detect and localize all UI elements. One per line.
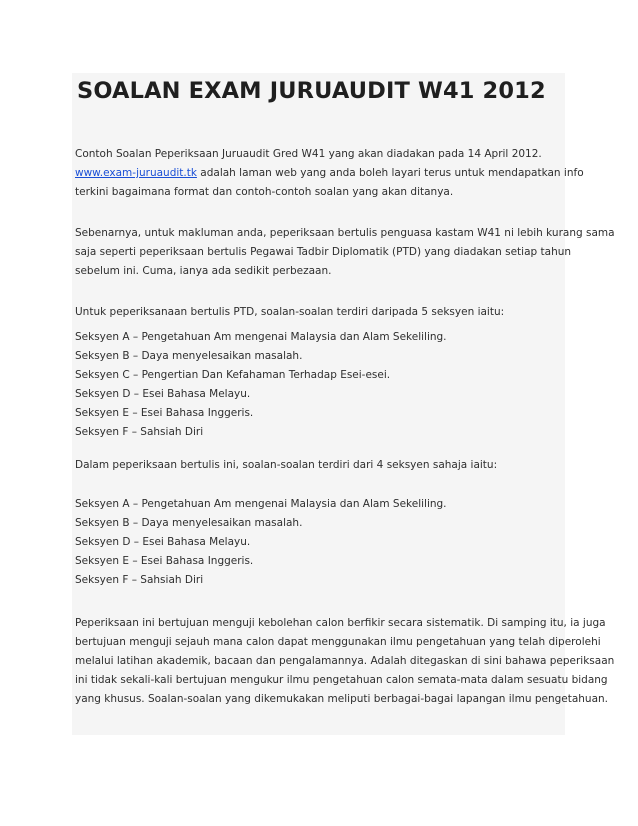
paragraph-line: sebelum ini. Cuma, ianya ada sedikit perbezaan. — [75, 265, 332, 277]
exam-intro-text: Dalam peperiksaan bertulis ini, soalan-soalan terdiri dari 4 seksyen sahaja iaitu: — [75, 459, 498, 471]
list-item: Seksyen E – Esei Bahasa Inggeris. — [75, 555, 254, 567]
list-item: Seksyen D – Esei Bahasa Melayu. — [75, 536, 251, 548]
list-item: Seksyen B – Daya menyelesaikan masalah. — [75, 350, 303, 362]
paragraph-line: yang khusus. Soalan-soalan yang dikemukakan meliputi berbagai-bagai lapangan ilmu pengetahuan. — [75, 693, 609, 705]
intro-line-2 — [75, 164, 584, 183]
list-item: Seksyen B – Daya menyelesaikan masalah. — [75, 517, 303, 529]
list-item: Seksyen F – Sahsiah Diri — [75, 574, 204, 586]
list-item: Seksyen A – Pengetahuan Am mengenai Malaysia dan Alam Sekeliling. — [75, 331, 447, 343]
paragraph-line: saja seperti peperiksaan bertulis Pegawai Tadbir Diplomatik (PTD) yang diadakan setiap tahun — [75, 246, 572, 258]
list-item: Seksyen A – Pengetahuan Am mengenai Malaysia dan Alam Sekeliling. — [75, 498, 447, 510]
paragraph-line: ini tidak sekali-kali bertujuan mengukur ilmu pengetahuan calon semata-mata dalam sesuatu bidang — [75, 674, 608, 686]
intro-line-2-text: adalah laman web yang anda boleh layari terus untuk mendapatkan info — [196, 167, 584, 179]
list-item: Seksyen E – Esei Bahasa Inggeris. — [75, 407, 254, 419]
paragraph-line: Sebenarnya, untuk makluman anda, peperiksaan bertulis penguasa kastam W41 ni lebih kurang sama — [75, 227, 615, 239]
website-link[interactable]: www.exam-juruaudit.tk — [75, 167, 197, 179]
list-item: Seksyen D – Esei Bahasa Melayu. — [75, 388, 251, 400]
page-title: SOALAN EXAM JURUAUDIT W41 2012 — [77, 78, 546, 104]
ptd-section-list — [75, 328, 563, 442]
exam-section-list — [75, 495, 563, 590]
purpose-paragraph — [75, 614, 615, 709]
paragraph-line: Peperiksaan ini bertujuan menguji kebolehan calon berfikir secara sistematik. Di samping itu, ia juga — [75, 617, 606, 629]
ptd-intro — [75, 303, 563, 322]
paragraph-line: melalui latihan akademik, bacaan dan pengalamannya. Adalah ditegaskan di sini bahawa peperiksaan — [75, 655, 615, 667]
intro-line-1: Contoh Soalan Peperiksaan Juruaudit Gred W41 yang akan diadakan pada 14 April 2012. — [75, 148, 542, 160]
article-body — [75, 145, 615, 709]
list-item: Seksyen C – Pengertian Dan Kefahaman Terhadap Esei-esei. — [75, 369, 391, 381]
comparison-paragraph — [75, 224, 615, 281]
paragraph-line: bertujuan menguji sejauh mana calon dapat menggunakan ilmu pengetahuan yang telah diperolehi — [75, 636, 601, 648]
intro-line-3: terkini bagaimana format dan contoh-contoh soalan yang akan ditanya. — [75, 186, 454, 198]
list-item: Seksyen F – Sahsiah Diri — [75, 426, 204, 438]
intro-paragraph — [75, 145, 584, 202]
exam-intro — [75, 456, 563, 475]
ptd-intro-text: Untuk peperiksanaan bertulis PTD, soalan-soalan terdiri daripada 5 seksyen iaitu: — [75, 306, 505, 318]
